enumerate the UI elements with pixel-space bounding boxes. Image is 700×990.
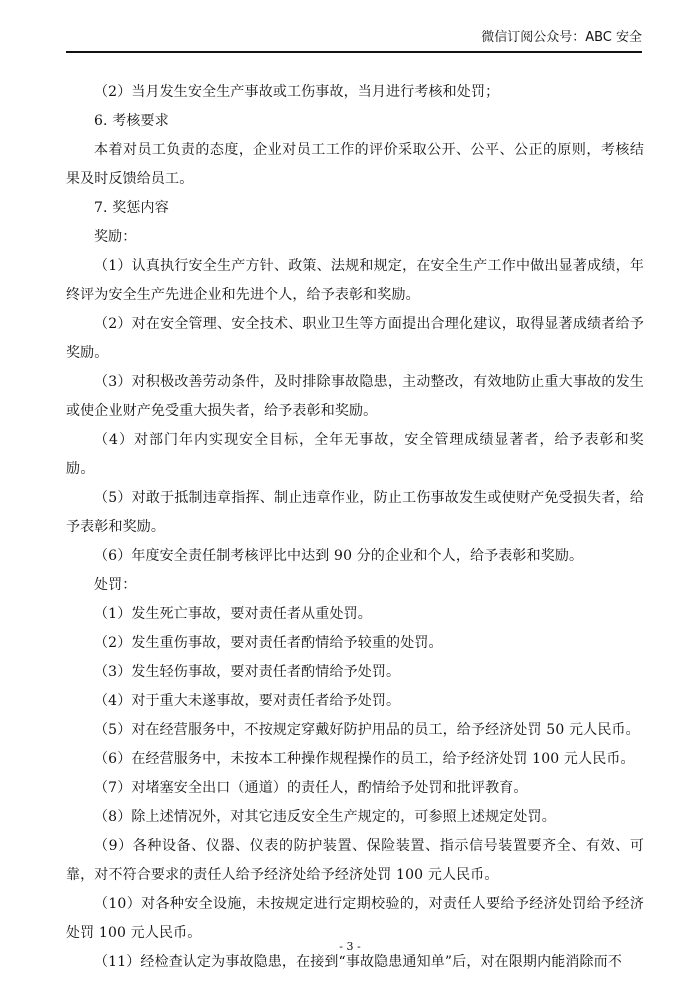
header-title: 微信订阅公众号：ABC 安全 [481, 30, 642, 45]
list-item: （3）对积极改善劳动条件，及时排除事故隐患，主动整改，有效地防止重大事故的发生或使企业财产免受重大损失者，给予表彰和奖励。 [66, 374, 644, 419]
subheading: 奖励： [94, 229, 137, 245]
list-item: （2）对在安全管理、安全技术、职业卫生等方面提出合理化建议，取得显著成绩者给予奖励。 [66, 316, 644, 361]
section-heading: 6. 考核要求 [94, 113, 169, 129]
list-item: （1）发生死亡事故，要对责任者从重处罚。 [94, 606, 372, 622]
list-item: （2）发生重伤事故，要对责任者酌情给予较重的处罚。 [94, 635, 443, 651]
paragraph: 本着对员工负责的态度，企业对员工工作的评价采取公开、公平、公正的原则，考核结果及时反馈给员工。 [66, 142, 644, 187]
list-item: （10）对各种安全设施，未按规定进行定期校验的，对责任人要给予经济处罚给予经济处罚 100 元人民币。 [66, 896, 644, 941]
list-item: （4）对部门年内实现安全目标，全年无事故，安全管理成绩显著者，给予表彰和奖励。 [66, 432, 644, 477]
section-heading: 7. 奖惩内容 [94, 200, 169, 216]
list-item: （5）对敢于抵制违章指挥、制止违章作业，防止工伤事故发生或使财产免受损失者，给予表彰和奖励。 [66, 490, 644, 535]
list-item: （3）发生轻伤事故，要对责任者酌情给予处罚。 [94, 664, 401, 680]
paragraph: （2）当月发生安全生产事故或工伤事故，当月进行考核和处罚； [94, 84, 500, 100]
list-item: （4）对于重大未遂事故，要对责任者给予处罚。 [94, 693, 401, 709]
document-body [66, 78, 644, 977]
list-item: （7）对堵塞安全出口（通道）的责任人，酌情给予处罚和批评教育。 [94, 780, 528, 796]
list-item: （11）经检查认定为事故隐患，在接到“事故隐患通知单”后，对在限期内能消除而不 [94, 954, 622, 970]
list-item: （6）在经营服务中，未按本工种操作规程操作的员工，给予经济处罚 100 元人民币。 [94, 751, 635, 767]
list-item: （6）年度安全责任制考核评比中达到 90 分的企业和个人，给予表彰和奖励。 [94, 548, 584, 564]
list-item: （9）各种设备、仪器、仪表的防护装置、保险装置、指示信号装置要齐全、有效、可靠，对不符合要求的责任人给予经济处给予经济处罚 100 元人民币。 [66, 838, 644, 883]
page-number: - 3 - [339, 940, 361, 953]
list-item: （1）认真执行安全生产方针、政策、法规和规定，在安全生产工作中做出显著成绩，年终评为安全生产先进企业和先进个人，给予表彰和奖励。 [66, 258, 644, 303]
page-header [66, 24, 642, 53]
subheading: 处罚： [94, 577, 137, 593]
list-item: （8）除上述情况外，对其它违反安全生产规定的，可参照上述规定处罚。 [94, 809, 556, 825]
list-item: （5）对在经营服务中，不按规定穿戴好防护用品的员工，给予经济处罚 50 元人民币。 [94, 722, 640, 738]
